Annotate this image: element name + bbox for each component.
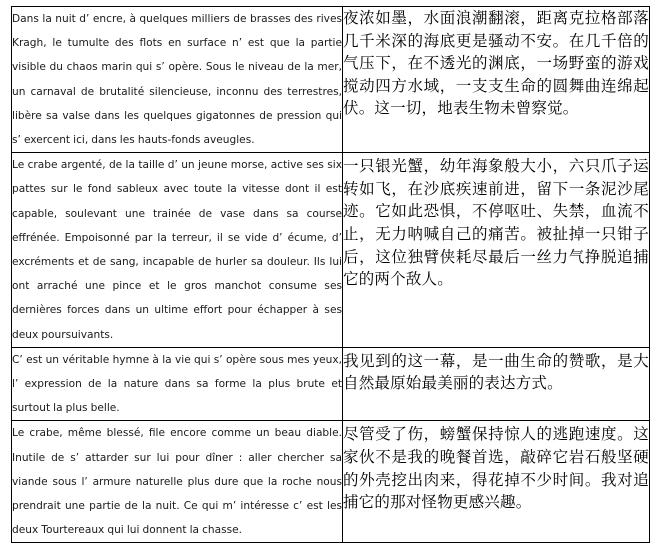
chinese-text-cell: 尽管受了伤，螃蟹保持惊人的逃跑速度。这家伙不是我的晚餐首选，敲碎它岩石般坚硬的外壳挖出肉来，得花掉不少时间。我对追捕它的那对怪物更感兴趣。 [343,421,650,543]
chinese-text-cell: 一只银光蟹，幼年海象般大小，六只爪子运转如飞，在沙底疾速前进，留下一条泥沙尾迹。它如此恐惧，不停呕吐、失禁，血流不止，无力呐喊自己的痛苦。被扯掉一只钳子后，这位独臂侠耗尽最后一丝力气挣脱追捕它的两个敌人。 [343,153,650,348]
french-text-cell: C’ est un véritable hymne à la vie qui s’ opère sous mes yeux, l’ expression de la nature dans sa forme la plus brute et surtout la plus belle. [12,347,343,421]
chinese-text-cell: 夜浓如墨，水面浪潮翻滚，距离克拉格部落几千米深的海底更是骚动不安。在几千倍的气压下，在不透光的渊底，一场野蛮的游戏搅动四方水域，一支支生命的圆舞曲连绵起伏。这一切，地表生物未曾察觉。 [343,7,650,153]
french-text-cell: Le crabe argenté, de la taille d’ un jeune morse, active ses six pattes sur le fond sableux avec toute la vitesse dont il est capable, soulevant une trainée de vase dans sa course effrénée. Empoisonné par la terreur, il se vide d’ écume, d’ excréments et de sang, incapable de hurler sa douleur. Ils lui ont arraché une pince et le gros manchot consume ses dernières forces dans un ultime effort pour échapper à ses deux poursuivants. [12,153,343,348]
french-text-cell: Dans la nuit d’ encre, à quelques milliers de brasses des rives Kragh, le tumulte des flots en surface n’ est que la partie visible du chaos marin qui s’ opère. Sous le niveau de la mer, un carnaval de brutalité silencieuse, inconnu des terrestres, libère sa valse dans les quelques gigatonnes de pression qui s’ exercent ici, dans les hauts-fonds aveugles. [12,7,343,153]
translation-table [11,6,650,543]
chinese-text-cell: 我见到的这一幕，是一曲生命的赞歌，是大自然最原始最美丽的表达方式。 [343,347,650,421]
table-row [12,347,650,421]
table-row [12,153,650,348]
french-text-cell: Le crabe, même blessé, file encore comme un beau diable. Inutile de s’ attarder sur lui pour dîner : aller chercher sa viande sous l’ armure naturelle plus dure que la roche nous prendrait une partie de la nuit. Ce qui m’ intéresse c’ est les deux Tourtereaux qui lui donnent la chasse. [12,421,343,543]
table-row [12,421,650,543]
table-row [12,7,650,153]
